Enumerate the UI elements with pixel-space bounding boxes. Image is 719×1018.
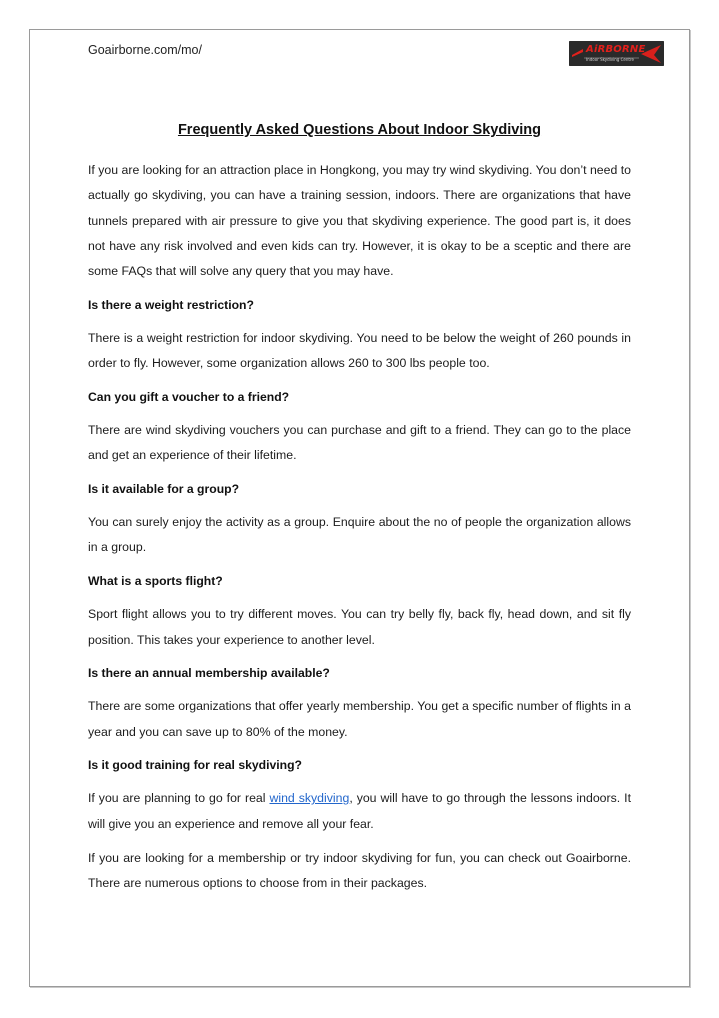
intro-paragraph: If you are looking for an attraction place in Hongkong, you may try wind skydiving. You don’t need to actually go skydiving, you can have a training session, indoors. There are organizations that have tunnels prepared with air pressure to give you that skydiving experience. The good part is, it does not have any risk involved and even kids can try. However, it is okay to be a sceptic and there are some FAQs that will solve any query that you may have. — [88, 163, 631, 279]
faq-question: Is there a weight restriction? — [88, 297, 254, 312]
answer-text-after-link: , you will have to go through the lessons indoors. It will give you an experience and remove all your fear. — [88, 791, 631, 831]
airborne-logo — [569, 41, 664, 66]
wind-skydiving-link[interactable]: wind skydiving — [269, 791, 350, 806]
logo-tagline: Indoor Skydiving Centre — [586, 57, 634, 62]
faq-question: What is a sports flight? — [88, 574, 223, 589]
header-url: Goairborne.com/mo/ — [88, 43, 202, 57]
page-title: Frequently Asked Questions About Indoor Skydiving — [177, 122, 542, 138]
faq-answer: There are wind skydiving vouchers you can purchase and gift to a friend. They can go to the place and get an experience of their lifetime. — [88, 423, 631, 463]
faq-question: Is it available for a group? — [88, 482, 240, 497]
faq-question: Is there an annual membership available? — [88, 666, 330, 681]
faq-answer: There is a weight restriction for indoor skydiving. You need to be below the weight of 260 pounds in order to fly. However, some organization allows 260 to 300 lbs people too. — [88, 330, 631, 371]
faq-question: Is it good training for real skydiving? — [88, 758, 302, 773]
faq-question: Can you gift a voucher to a friend? — [88, 390, 290, 405]
faq-answer: You can surely enjoy the activity as a group. Enquire about the no of people the organization allows in a group. — [88, 515, 631, 555]
logo-wordmark: AiRBORNE — [586, 44, 646, 55]
document-body — [88, 158, 631, 896]
faq-answer: There are some organizations that offer yearly membership. You get a specific number of flights in a year and you can save up to 80% of the money. — [88, 699, 631, 739]
faq-answer: Sport flight allows you to try different moves. You can try belly fly, back fly, head down, and sit fly position. This takes your experience to another level. — [88, 607, 631, 647]
faq-answer — [88, 786, 631, 837]
answer-text-before-link: If you are planning to go for real — [88, 791, 270, 806]
closing-paragraph: If you are looking for a membership or try indoor skydiving for fun, you can check out Goairborne. There are numerous options to choose from in their packages. — [88, 850, 631, 890]
